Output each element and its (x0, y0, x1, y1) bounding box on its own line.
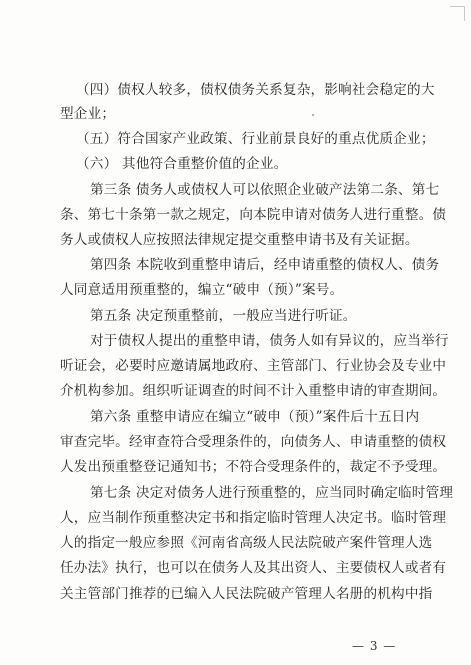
text-line: 务人或债权人应按照法律规定提交重整申请书及有关证据。 (60, 232, 419, 248)
text-line: 审查完毕。经审查符合受理条件的，向债务人、申请重整的债权 (60, 434, 447, 450)
text-line: 人的指定一般应参照《河南省高级人民法院破产案件管理人选 (60, 535, 433, 551)
scan-speck (312, 114, 314, 116)
text-line: 听证会，必要时应邀请属地政府、主管部门、行业协会及专业中 (60, 358, 447, 374)
text-line: 关主管部门推荐的已编入人民法院破产管理人名册的机构中指 (60, 586, 433, 602)
text-line: 型企业； (60, 106, 116, 122)
page-number: — 3 — (352, 639, 397, 653)
text-line: 介机构参加。组织听证调查的时间不计入重整申请的审查期间。 (60, 383, 447, 399)
text-line: 对于债权人提出的重整申请，债务人如有异议的，应当举行 (90, 333, 449, 349)
text-line: 第六条 重整申请应在编立“破申（预）”案件后十五日内 (90, 409, 420, 425)
text-line: 任办法》执行，也可以在债务人及其出资人、主要债权人或者有 (60, 560, 447, 576)
text-line: 第四条 本院收到重整申请后，经申请重整的债权人、债务 (90, 257, 440, 273)
scan-corner-mark (450, 6, 465, 21)
text-line: 第七条 决定对债务人进行预重整的，应当同时确定临时管理 (90, 485, 454, 501)
text-line: 人，应当制作预重整决定书和指定临时管理人决定书。临时管理 (60, 510, 447, 526)
text-line: 第三条 债务人或债权人可以依照企业破产法第二条、第七 (90, 182, 440, 198)
text-line: （五）符合国家产业政策、行业前景良好的重点优质企业； (76, 131, 435, 147)
text-line: 第五条 决定预重整前，一般应当进行听证。 (90, 308, 357, 324)
text-line: 条、第七十条第一款之规定，向本院申请对债务人进行重整。债 (60, 207, 447, 223)
text-line: 人同意适用预重整的，编立“破申（预）”案号。 (60, 282, 344, 298)
text-line: （六） 其他符合重整价值的企业。 (76, 156, 288, 172)
text-line: 人发出预重整登记通知书；不符合受理条件的，裁定不予受理。 (60, 459, 447, 475)
text-line: （四）债权人较多，债权债务关系复杂，影响社会稳定的大 (76, 82, 435, 98)
